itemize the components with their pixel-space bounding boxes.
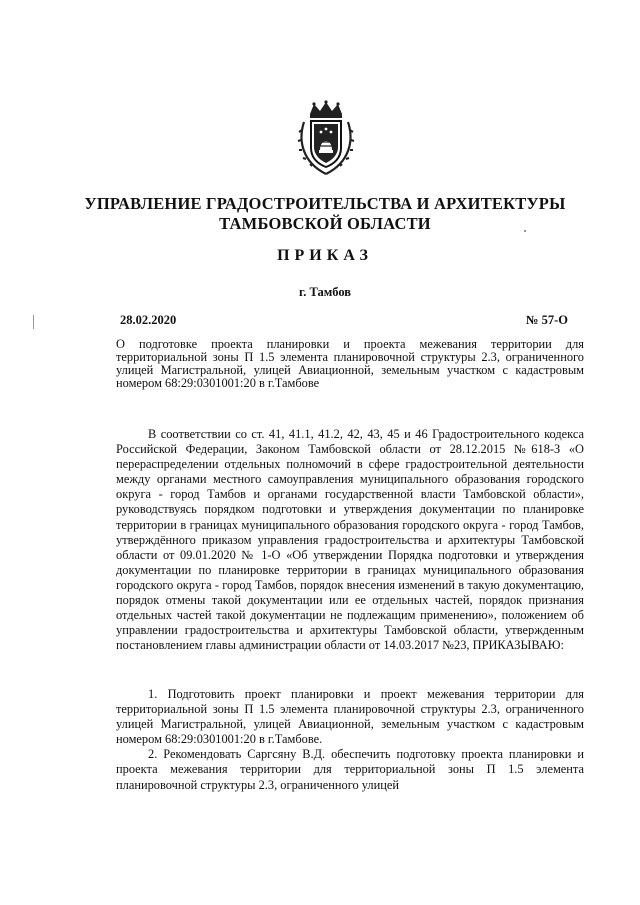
agency-name-line-1: УПРАВЛЕНИЕ ГРАДОСТРОИТЕЛЬСТВА И АРХИТЕКТУРЫ [84,194,566,213]
agency-name [60,194,590,234]
preamble-paragraph: В соответствии со ст. 41, 41.1, 41.2, 42, 43, 45 и 46 Градостроительного кодекса Российской Федерации, Законом Тамбовской области от 28.12.2015 №618-З «О перераспределении отдельных полномочий в сфере градостроительной деятельности между органами местного самоуправления муниципального образования городского округа - город Тамбов и органами государственной власти Тамбовской области», руководствуясь порядком подготовки и утверждения документации по планировке территории в границах муниципального образования городского округа - город Тамбов, утверждённого приказом управления градостроительства и архитектуры Тамбовской области от 09.01.2020 № 1-О «Об утверждении Порядка подготовки и утверждения документации по планировке территории в границах муниципального образования городского округа - город Тамбов, порядок внесения изменений в такую документацию, порядок отмены такой документации или ее отдельных частей, порядок признания отдельных частей такой документации не подлежащим применению», положением об управлении градостроительства и архитектуры Тамбовской области, утвержденным постановлением главы администрации области от 14.03.2017 №23, ПРИКАЗЫВАЮ: [116,427,584,653]
order-number: № 57-О [525,313,568,327]
margin-mark [33,315,34,329]
order-preamble [116,427,584,653]
order-date: 28.02.2020 [120,313,177,327]
order-item-2: 2. Рекомендовать Саргсяну В.Д. обеспечить подготовку проекта планировки и проекта межевания территории для территориальной зоны П 1.5 элемента планировочной структуры 2.3, ограниченного улицей [116,747,584,792]
document-type-title: ПРИКАЗ [277,247,373,264]
coat-of-arms-icon [296,100,356,178]
order-items [116,687,584,793]
agency-name-line-2: ТАМБОВСКОЙ ОБЛАСТИ [219,214,431,233]
scan-speck [524,230,526,232]
issue-city: г. Тамбов [298,285,352,299]
order-subject: О подготовке проекта планировки и проекта межевания территории для территориальной зоны П 1.5 элемента планировочной структуры 2.3, ограниченного улицей Магистральной, улицей Авиационной, земельным участком с кадастровым номером 68:29:0301001:20 в г.Тамбове [116,337,584,390]
order-item-1: 1. Подготовить проект планировки и проект межевания территории для территориальной зоны П 1.5 элемента планировочной структуры 2.3, ограниченного улицей Магистральной, улицей Авиационной, земельным участком с кадастровым номером 68:29:0301001:20 в г.Тамбове. [116,687,584,747]
